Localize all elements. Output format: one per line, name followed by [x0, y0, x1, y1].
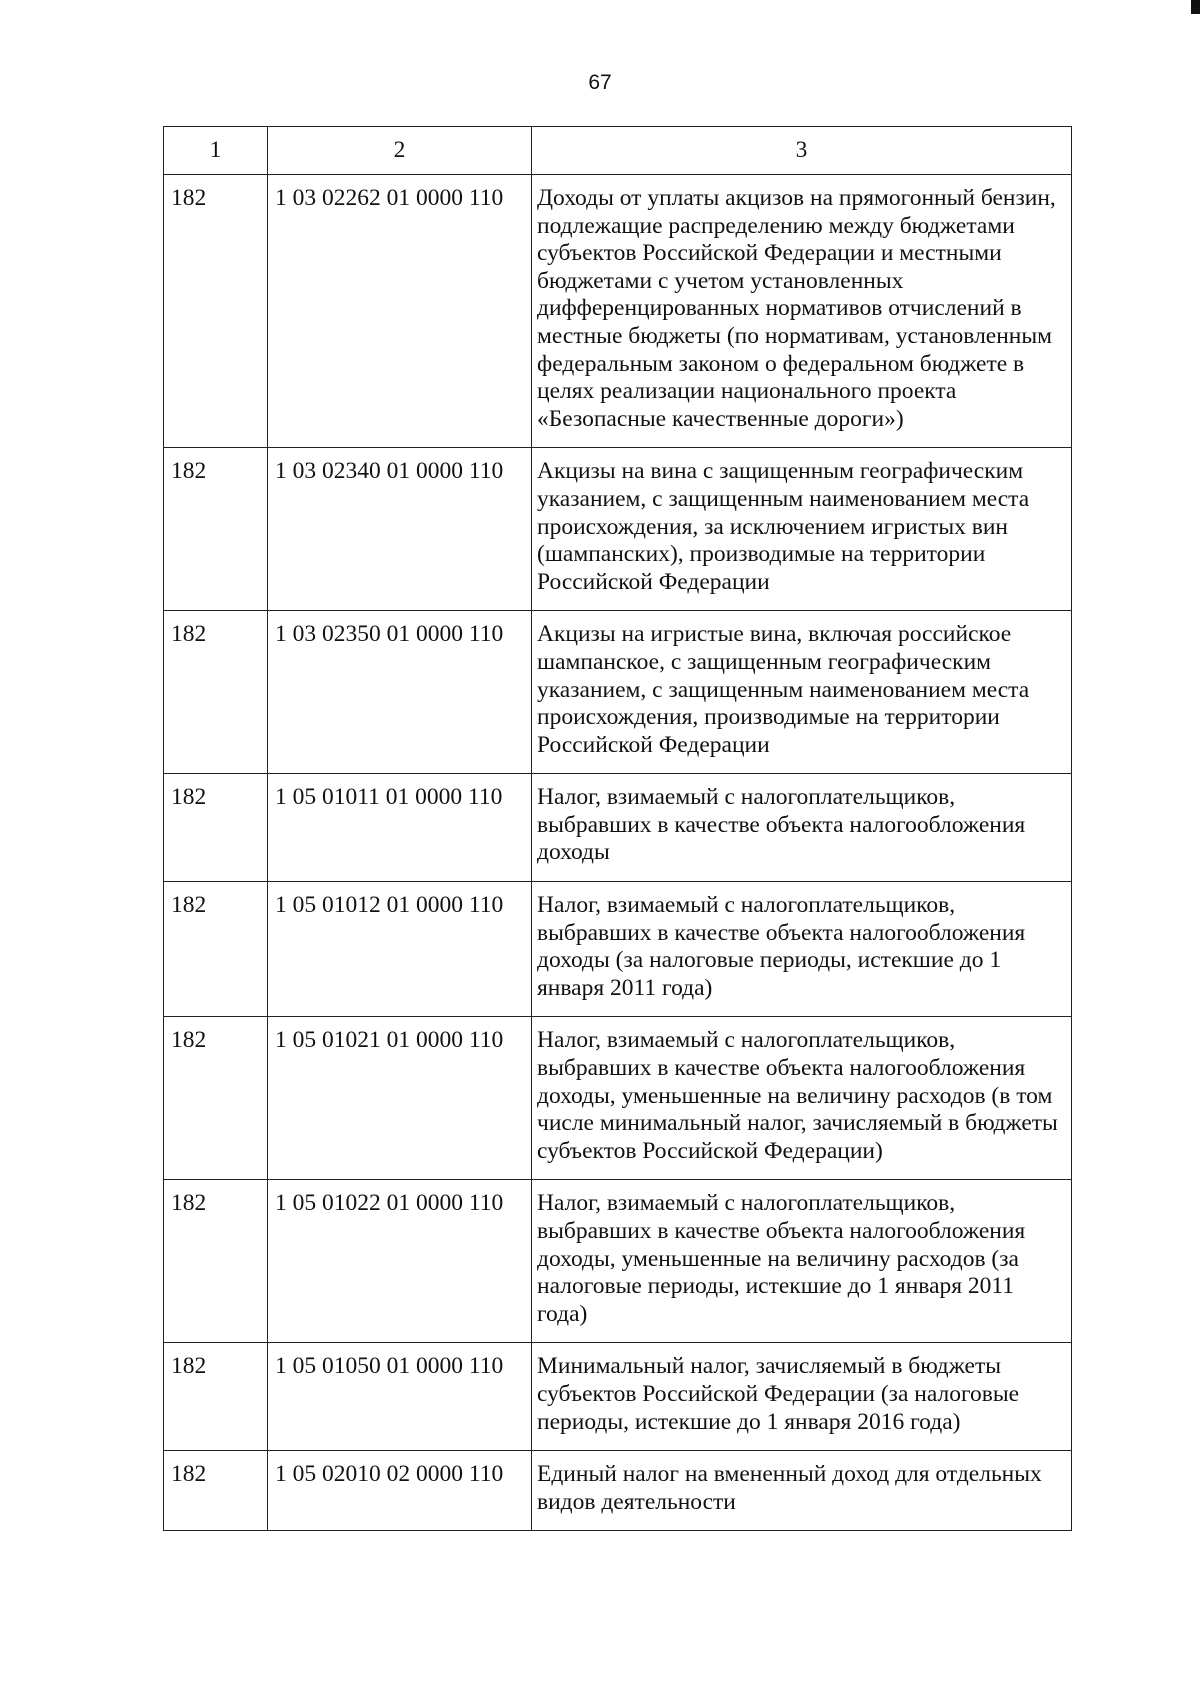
page-number: 67 — [588, 71, 612, 94]
header-col-1: 1 — [164, 127, 268, 175]
table-row — [164, 611, 1072, 774]
budget-code-cell: 1 05 01021 01 0000 110 — [268, 1017, 532, 1180]
description-cell: Налог, взимаемый с налогоплательщиков, выбравших в качестве объекта налогообложения доходы, уменьшенные на величину расходов (в том числе минимальный налог, зачисляемый в бюджеты субъектов Российской Федерации) — [532, 1017, 1072, 1180]
admin-code-cell: 182 — [164, 1017, 268, 1180]
table-row — [164, 1451, 1072, 1531]
budget-code-cell: 1 03 02350 01 0000 110 — [268, 611, 532, 774]
description-cell: Доходы от уплаты акцизов на прямогонный бензин, подлежащие распределению между бюджетами субъектов Российской Федерации и местными бюджетами с учетом установленных дифференцированных нормативов отчислений в местные бюджеты (по нормативам, установленным федеральным законом о федеральном бюджете в целях реализации национального проекта «Безопасные качественные дороги») — [532, 175, 1072, 448]
scan-corner-mark — [1191, 0, 1200, 14]
table-row — [164, 1343, 1072, 1451]
description-cell: Минимальный налог, зачисляемый в бюджеты субъектов Российской Федерации (за налоговые периоды, истекшие до 1 января 2016 года) — [532, 1343, 1072, 1451]
table-row — [164, 1017, 1072, 1180]
budget-code-cell: 1 03 02262 01 0000 110 — [268, 175, 532, 448]
admin-code-cell: 182 — [164, 774, 268, 882]
admin-code-cell: 182 — [164, 1343, 268, 1451]
budget-code-cell: 1 05 02010 02 0000 110 — [268, 1451, 532, 1531]
description-cell: Налог, взимаемый с налогоплательщиков, выбравших в качестве объекта налогообложения доходы (за налоговые периоды, истекшие до 1 января 2011 года) — [532, 882, 1072, 1017]
table-row — [164, 774, 1072, 882]
admin-code-cell: 182 — [164, 611, 268, 774]
budget-code-cell: 1 05 01011 01 0000 110 — [268, 774, 532, 882]
table-row — [164, 175, 1072, 448]
admin-code-cell: 182 — [164, 175, 268, 448]
table-row — [164, 1180, 1072, 1343]
admin-code-cell: 182 — [164, 882, 268, 1017]
header-row — [164, 127, 1072, 175]
description-cell: Налог, взимаемый с налогоплательщиков, выбравших в качестве объекта налогообложения доходы, уменьшенные на величину расходов (за налоговые периоды, истекшие до 1 января 2011 года) — [532, 1180, 1072, 1343]
budget-code-cell: 1 05 01012 01 0000 110 — [268, 882, 532, 1017]
description-cell: Акцизы на вина с защищенным географическим указанием, с защищенным наименованием места происхождения, за исключением игристых вин (шампанских), производимые на территории Российской Федерации — [532, 448, 1072, 611]
table-row — [164, 448, 1072, 611]
admin-code-cell: 182 — [164, 448, 268, 611]
table-body — [164, 175, 1072, 1531]
description-cell: Единый налог на вмененный доход для отдельных видов деятельности — [532, 1451, 1072, 1531]
table-row — [164, 882, 1072, 1017]
budget-code-cell: 1 05 01022 01 0000 110 — [268, 1180, 532, 1343]
description-cell: Акцизы на игристые вина, включая российское шампанское, с защищенным географическим указанием, с защищенным наименованием места происхождения, производимые на территории Российской Федерации — [532, 611, 1072, 774]
admin-code-cell: 182 — [164, 1451, 268, 1531]
header-col-3: 3 — [532, 127, 1072, 175]
header-col-2: 2 — [268, 127, 532, 175]
description-cell: Налог, взимаемый с налогоплательщиков, выбравших в качестве объекта налогообложения доходы — [532, 774, 1072, 882]
budget-code-cell: 1 05 01050 01 0000 110 — [268, 1343, 532, 1451]
table-header — [164, 127, 1072, 175]
revenue-codes-table — [163, 126, 1072, 1531]
budget-code-cell: 1 03 02340 01 0000 110 — [268, 448, 532, 611]
admin-code-cell: 182 — [164, 1180, 268, 1343]
